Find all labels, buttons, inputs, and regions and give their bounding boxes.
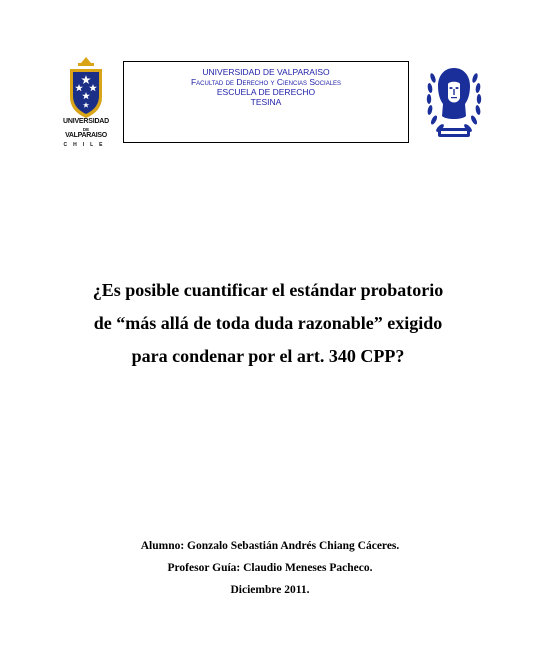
title-line-2: de “más allá de toda duda razonable” exigido (93, 313, 443, 333)
university-name: UNIVERSIDAD DE VALPARAISO (202, 67, 330, 77)
logo-text-line1: UNIVERSIDAD (62, 118, 110, 125)
thesis-title (40, 274, 496, 373)
document-date: Diciembre 2011. (230, 584, 310, 596)
university-shield-icon (67, 57, 105, 119)
advisor-name: Profesor Guía: Claudio Meneses Pacheco. (167, 562, 373, 574)
title-line-1: ¿Es posible cuantificar el estándar probatorio (92, 280, 444, 300)
document-type: TESINA (250, 97, 282, 107)
student-name: Alumno: Gonzalo Sebastián Andrés Chiang Cáceres. (140, 540, 400, 552)
faculty-name: Facultad de Derecho y Ciencias Sociales (190, 77, 342, 87)
credits-block (60, 535, 480, 601)
title-line-3: para condenar por el art. 340 CPP? (131, 346, 405, 366)
university-logo (58, 55, 114, 150)
logo-text-line4: CHILE (63, 142, 109, 148)
institution-header-box (123, 61, 409, 143)
logo-text-line3: VALPARAISO (65, 132, 107, 139)
laureate-head-emblem-icon (424, 64, 484, 144)
school-name: ESCUELA DE DERECHO (216, 87, 316, 97)
logo-text-line2: DE (82, 127, 90, 132)
